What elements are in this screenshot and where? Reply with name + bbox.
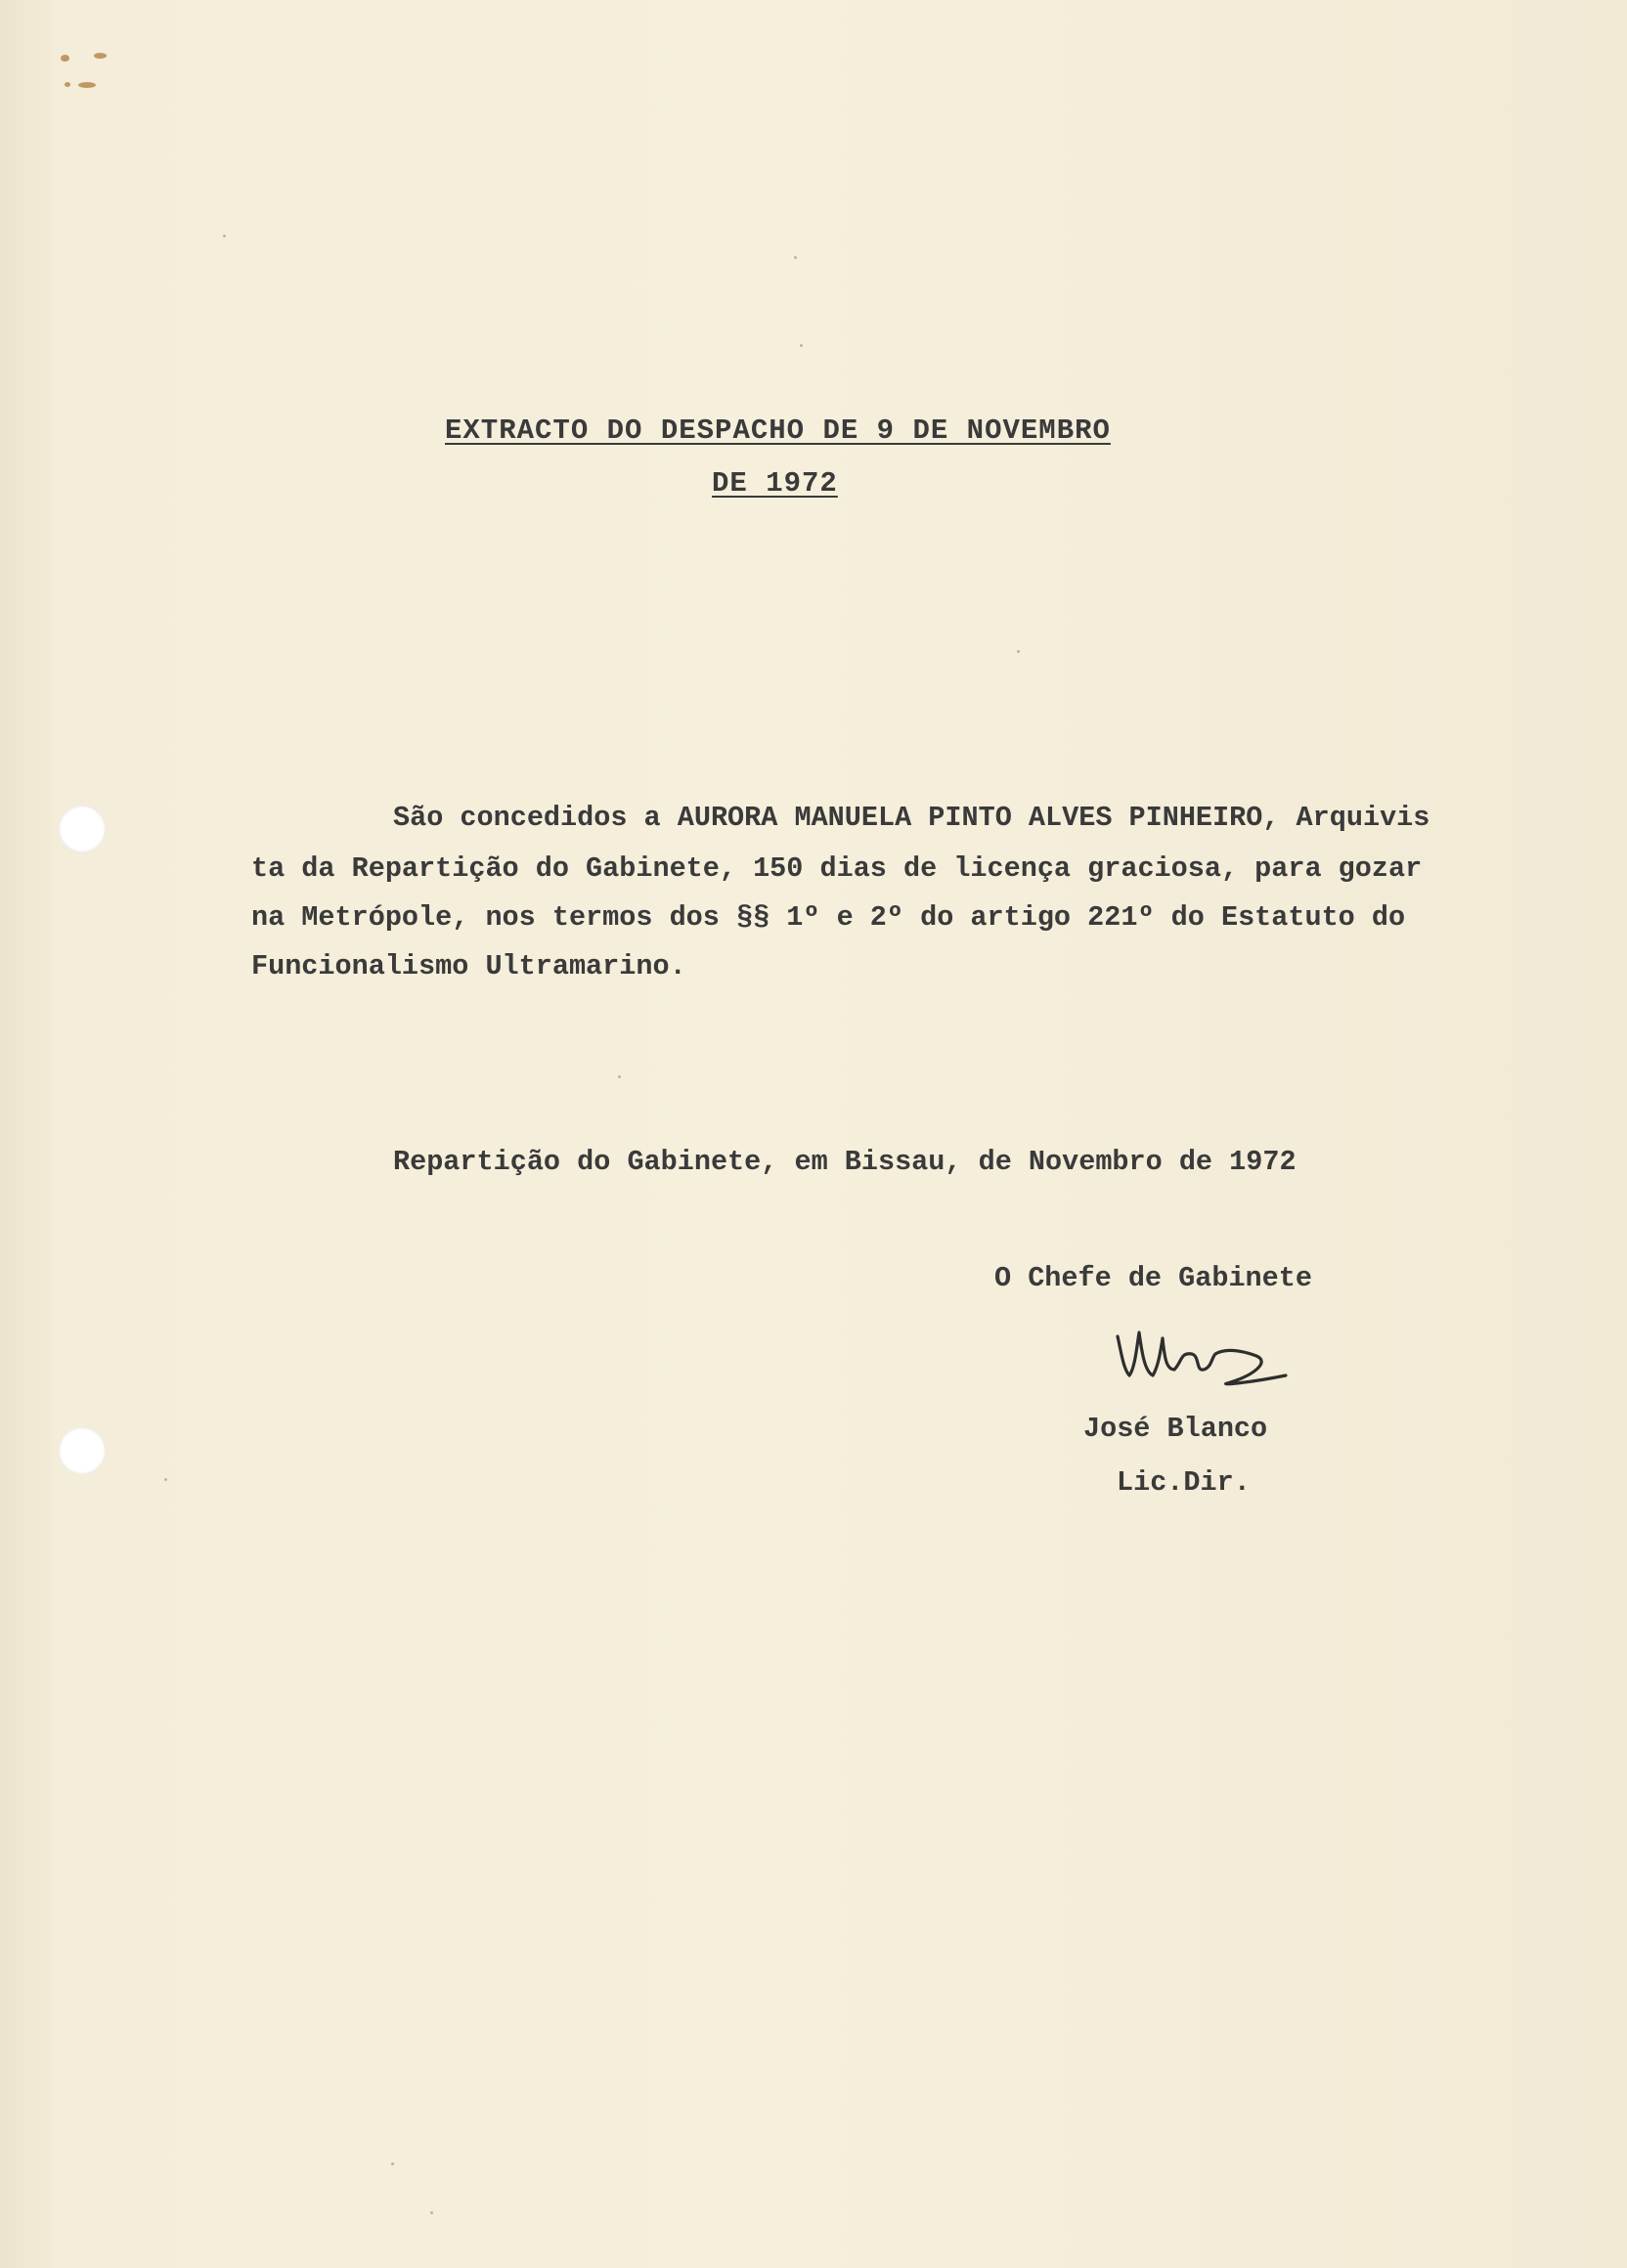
rust-stain — [78, 82, 96, 88]
paper-speck — [618, 1075, 621, 1078]
signatory-degree: Lic.Dir. — [1117, 1466, 1251, 1499]
document-title-year: DE 1972 — [712, 467, 838, 500]
place-date-line: Repartição do Gabinete, em Bissau, de Novembro de 1972 — [393, 1146, 1297, 1178]
punch-hole — [59, 1427, 106, 1474]
body-line: São concedidos a AURORA MANUELA PINTO ALVES PINHEIRO, Arquivis — [393, 802, 1430, 834]
rust-stain — [94, 53, 107, 59]
rust-stain — [61, 55, 69, 62]
signatory-title: O Chefe de Gabinete — [994, 1262, 1312, 1294]
paper-speck — [164, 1478, 167, 1481]
document-title: EXTRACTO DO DESPACHO DE 9 DE NOVEMBRO — [445, 414, 1111, 447]
paper-speck — [391, 2162, 394, 2165]
paper-speck — [223, 235, 226, 238]
paper-speck — [794, 256, 797, 259]
punch-hole — [59, 806, 106, 852]
rust-stain — [65, 82, 70, 87]
body-line: Funcionalismo Ultramarino. — [251, 950, 686, 982]
body-line: na Metrópole, nos termos dos §§ 1º e 2º do artigo 221º do Estatuto do — [251, 901, 1406, 934]
paper-speck — [800, 344, 803, 347]
signatory-name: José Blanco — [1083, 1413, 1268, 1445]
body-line: ta da Repartição do Gabinete, 150 dias de licença graciosa, para gozar — [251, 852, 1423, 885]
paper-speck — [430, 2211, 433, 2214]
handwritten-signature — [1110, 1315, 1305, 1413]
paper-speck — [1017, 650, 1020, 653]
